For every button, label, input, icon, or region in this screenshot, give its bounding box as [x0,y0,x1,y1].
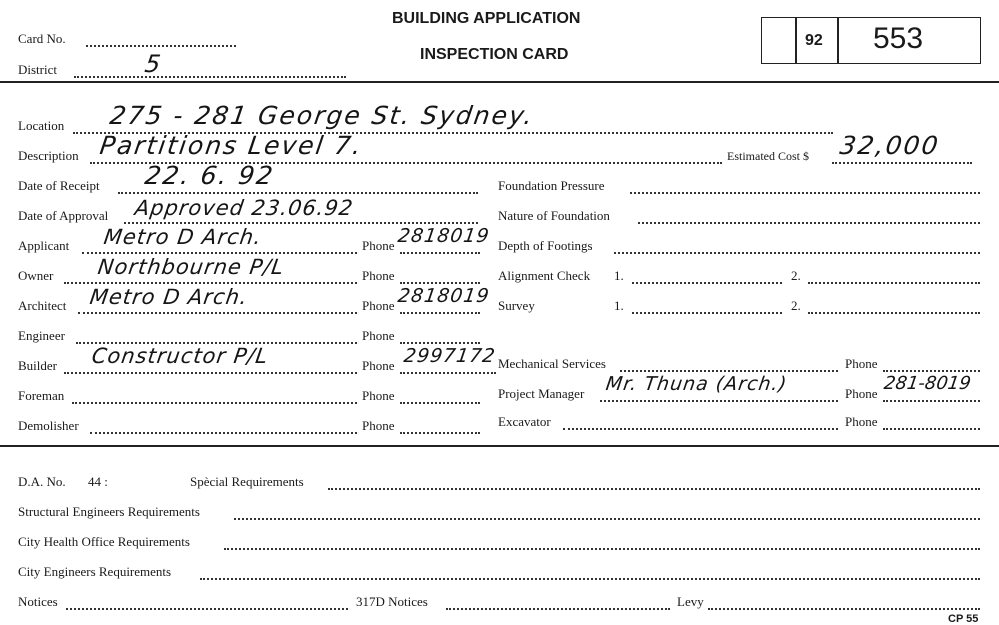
excavator-phone-dots [883,426,980,430]
mechanical-phone-label: Phone [845,356,878,371]
demolisher-label: Demolisher [18,418,79,433]
alignment-check-1-dots [632,280,782,284]
header-rule [0,81,999,83]
applicant-phone-label: Phone [362,238,395,253]
city-engineers-requirements-dots [200,576,980,580]
architect-value: Metro D Arch. [88,285,250,309]
builder-dots [64,370,357,374]
location-label: Location [18,118,65,133]
card-title-line1: BUILDING APPLICATION [392,10,581,27]
da-no-value: 44 : [88,474,108,489]
mechanical-services-label: Mechanical Services [498,356,606,371]
card-number: 553 [873,22,924,55]
location-value: 275 - 281 George St. Sydney. [108,101,537,130]
health-requirements-label: City Health Office Requirements [18,534,190,549]
architect-phone: 2818019 [396,285,492,307]
foundation-pressure-dots [630,190,980,194]
engineer-label: Engineer [18,328,65,343]
demolisher-dots [90,430,357,434]
notices-label: Notices [18,594,58,609]
foreman-phone-label: Phone [362,388,395,403]
project-manager-dots [600,398,838,402]
project-manager-phone-label: Phone [845,386,878,401]
levy-label: Levy [677,594,704,609]
date-of-receipt-value: 22. 6. 92 [143,161,277,190]
owner-value: Northbourne P/L [96,255,286,279]
foreman-phone-dots [400,400,480,404]
alignment-check-label: Alignment Check [498,268,591,283]
owner-phone-label: Phone [362,268,395,283]
form-code: CP 55 [948,613,979,625]
card-number-box [761,17,981,64]
foreman-dots [72,400,357,404]
alignment-check-2-label: 2. [791,268,801,283]
builder-phone-label: Phone [362,358,395,373]
district-value: 5 [143,50,165,78]
project-manager-label: Project Manager [498,386,585,401]
foundation-pressure-label: Foundation Pressure [498,178,605,193]
survey-1-label: 1. [614,298,624,313]
survey-label: Survey [498,298,535,313]
foreman-label: Foreman [18,388,65,403]
district-dots [74,74,346,78]
estimated-cost-value: 32,000 [838,131,942,160]
project-manager-value: Mr. Thuna (Arch.) [604,373,789,395]
notices-dots [66,606,348,610]
card-year: 92 [805,32,823,49]
estimated-cost-label: Estimated Cost $ [727,149,809,163]
builder-phone-dots [400,370,496,374]
project-manager-phone: 281-8019 [882,373,973,394]
structural-requirements-dots [234,516,980,520]
date-of-receipt-label: Date of Receipt [18,178,100,193]
excavator-phone-label: Phone [845,414,878,429]
nature-of-foundation-dots [638,220,980,224]
levy-dots [708,606,980,610]
estimated-cost-dots [832,160,972,164]
architect-label: Architect [18,298,67,313]
depth-of-footings-dots [614,250,980,254]
city-engineers-requirements-label: City Engineers Requirements [18,564,172,579]
alignment-check-1-label: 1. [614,268,624,283]
builder-label: Builder [18,358,57,373]
builder-phone: 2997172 [402,345,498,367]
box-divider-2 [837,17,839,64]
description-label: Description [18,148,79,163]
excavator-label: Excavator [498,414,551,429]
survey-1-dots [632,310,782,314]
card-title-line2: INSPECTION CARD [420,46,569,63]
engineer-phone-label: Phone [362,328,395,343]
card-no-dots [86,43,236,47]
applicant-value: Metro D Arch. [102,225,264,249]
owner-label: Owner [18,268,54,283]
builder-value: Constructor P/L [90,344,271,368]
survey-2-label: 2. [791,298,801,313]
special-requirements-label: Spècial Requirements [190,474,304,489]
date-of-approval-label: Date of Approval [18,208,109,223]
notices-317d-label: 317D Notices [356,594,428,609]
demolisher-phone-dots [400,430,480,434]
nature-of-foundation-label: Nature of Foundation [498,208,610,223]
project-manager-phone-dots [883,398,980,402]
district-label: District [18,62,57,77]
description-value: Partitions Level 7. [98,131,365,160]
box-divider-1 [795,17,797,64]
special-requirements-dots [328,486,980,490]
section-rule [0,445,999,447]
architect-phone-dots [400,310,480,314]
applicant-label: Applicant [18,238,70,253]
health-requirements-dots [224,546,980,550]
depth-of-footings-label: Depth of Footings [498,238,593,253]
applicant-phone-dots [400,250,480,254]
architect-phone-label: Phone [362,298,395,313]
applicant-phone: 2818019 [396,225,492,247]
excavator-dots [563,426,838,430]
alignment-check-2-dots [808,280,980,284]
da-no-label: D.A. No. [18,474,66,489]
structural-requirements-label: Structural Engineers Requirements [18,504,200,519]
notices-317d-dots [446,606,670,610]
date-of-approval-value: Approved 23.06.92 [133,196,356,220]
survey-2-dots [808,310,980,314]
card-no-label: Card No. [18,31,66,46]
demolisher-phone-label: Phone [362,418,395,433]
